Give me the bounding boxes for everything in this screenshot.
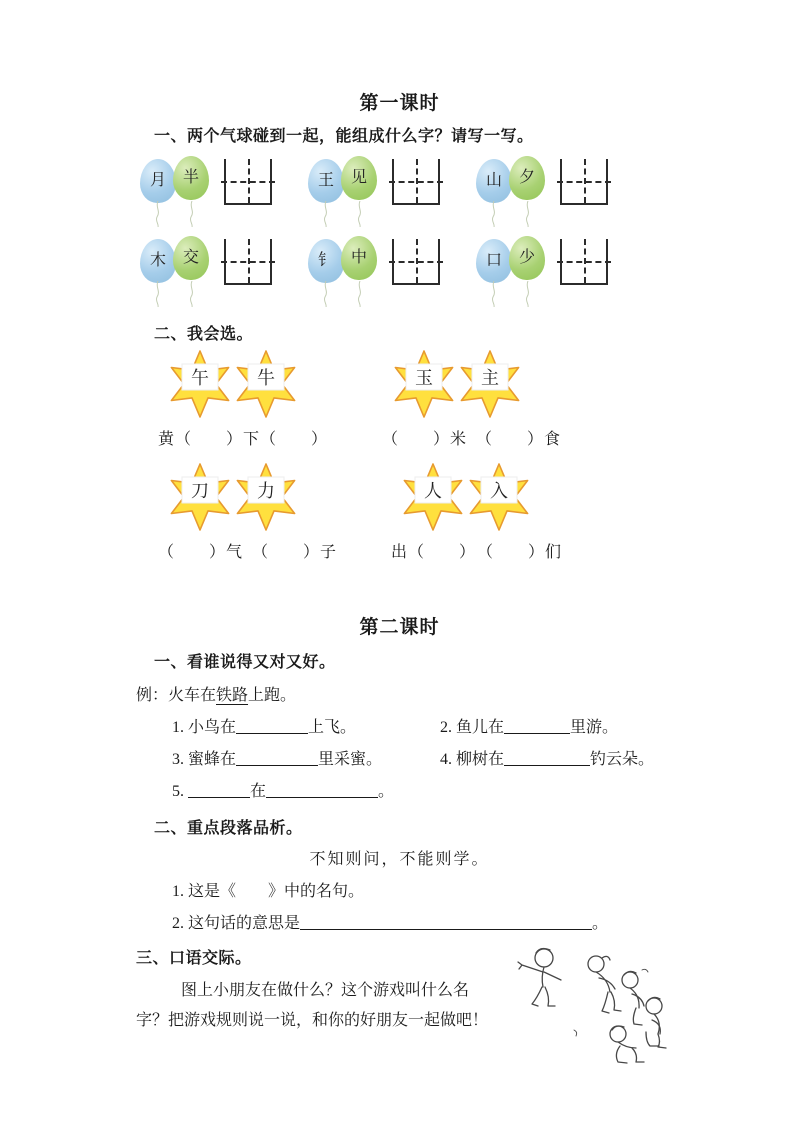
balloon-strings-icon — [140, 201, 212, 227]
star-row-1 — [136, 350, 663, 449]
fill-blank — [188, 783, 250, 798]
balloon-unit — [140, 156, 272, 228]
lesson2-section3 — [136, 948, 663, 1036]
balloon-char: 中 — [350, 248, 367, 266]
fill-row-1 — [136, 716, 663, 740]
item-text: 里游。 — [570, 719, 619, 736]
balloon-unit — [140, 236, 272, 308]
balloon-blue — [476, 239, 512, 283]
balloon-pair — [308, 156, 380, 228]
star-group — [158, 463, 337, 562]
fill-blank — [266, 783, 378, 798]
grid-vline — [416, 159, 418, 203]
writing-grid — [560, 159, 608, 205]
item-number: 5. — [172, 783, 184, 800]
item-text: 钓云朵。 — [590, 751, 655, 768]
item-number: 2. — [440, 719, 452, 736]
grid-vline — [248, 239, 250, 283]
star-char: 入 — [490, 481, 509, 501]
writing-grid — [224, 159, 272, 205]
balloon-char: 夕 — [518, 168, 535, 186]
item-text: 。 — [378, 783, 395, 800]
fill-blank — [300, 915, 592, 930]
balloon-pair — [476, 236, 548, 308]
balloon-row-1 — [136, 156, 663, 228]
star-card-icon — [166, 350, 234, 418]
star-group — [158, 350, 328, 449]
star-char: 午 — [191, 368, 209, 388]
balloon-strings-icon — [476, 201, 548, 227]
fill-item-5 — [172, 780, 440, 804]
star-pair — [391, 463, 562, 531]
balloon-char: 少 — [518, 248, 535, 266]
balloon-unit — [308, 236, 440, 308]
balloon-char: 月 — [149, 171, 166, 189]
fill-blank — [236, 751, 318, 766]
star-card-icon — [232, 463, 300, 531]
balloon-char: 交 — [182, 248, 199, 266]
star-char: 牛 — [257, 368, 275, 388]
star-char: 刀 — [191, 481, 209, 501]
grid-vline — [416, 239, 418, 283]
item-text: 2. 这句话的意思是 — [172, 915, 301, 932]
item-text: 蜜蜂在 — [188, 751, 237, 768]
item-text: 里采蜜。 — [318, 751, 383, 768]
grid-vline — [248, 159, 250, 203]
choice-answer-line: 黄（ ）下（ ） — [158, 431, 329, 448]
famous-quote: 不知则问，不能则学。 — [309, 851, 490, 868]
writing-grid — [392, 239, 440, 285]
star-card-icon — [456, 350, 524, 418]
balloon-char: 木 — [149, 251, 166, 269]
item-text: 柳树在 — [456, 751, 505, 768]
balloon-pair — [140, 156, 212, 228]
example-sentence — [136, 684, 663, 708]
quote-question-1: 1. 这是《 》中的名句。 — [172, 883, 365, 900]
fill-row-3 — [136, 780, 663, 804]
lesson1-section1-heading: 一、两个气球碰到一起，能组成什么字？请写一写。 — [154, 128, 534, 145]
balloon-char: 见 — [350, 168, 367, 186]
lesson1-section2-heading: 二、我会选。 — [154, 326, 254, 343]
writing-grid — [392, 159, 440, 205]
star-card-icon — [232, 350, 300, 418]
example-pre: 例：火车在 — [136, 687, 217, 704]
star-card-icon — [465, 463, 533, 531]
balloon-green — [509, 236, 545, 280]
balloon-blue — [308, 239, 344, 283]
star-group — [382, 350, 561, 449]
lesson1-title: 第一课时 — [359, 93, 440, 114]
star-char: 人 — [424, 481, 443, 501]
star-char: 主 — [481, 368, 500, 388]
item-text: 鱼儿在 — [456, 719, 505, 736]
balloon-green — [509, 156, 545, 200]
lesson2-section2-heading: 二、重点段落品析。 — [154, 820, 303, 837]
lesson2-section1-heading: 一、看谁说得又对又好。 — [154, 654, 336, 671]
star-pair — [158, 463, 337, 531]
balloon-strings-icon — [476, 281, 548, 307]
fill-item-1 — [172, 716, 440, 740]
star-char: 力 — [257, 481, 275, 501]
balloon-blue — [308, 159, 344, 203]
fill-item-2 — [440, 716, 663, 740]
fill-row-2 — [136, 748, 663, 772]
balloon-char: 半 — [182, 168, 199, 186]
star-pair — [158, 350, 328, 418]
example-post: 上跑。 — [248, 687, 297, 704]
balloon-green — [173, 156, 209, 200]
balloon-blue — [476, 159, 512, 203]
grid-vline — [584, 239, 586, 283]
grid-vline — [584, 159, 586, 203]
fill-item-4 — [440, 748, 663, 772]
star-card-icon — [390, 350, 458, 418]
oral-line-2: 字？把游戏规则说一说，和你的好朋友一起做吧！ — [136, 1012, 489, 1029]
item-text: 小鸟在 — [188, 719, 237, 736]
quote-question-2 — [172, 912, 663, 936]
item-number: 3. — [172, 751, 184, 768]
fill-item-3 — [172, 748, 440, 772]
item-text: 上飞。 — [308, 719, 357, 736]
star-card-icon — [166, 463, 234, 531]
balloon-strings-icon — [308, 281, 380, 307]
oral-line-1: 图上小朋友在做什么？这个游戏叫什么名 — [181, 982, 470, 999]
balloon-char: 口 — [485, 251, 502, 269]
star-group — [391, 463, 562, 562]
example-underlined-word: 铁路 — [216, 687, 249, 704]
balloon-unit — [308, 156, 440, 228]
balloon-unit — [476, 236, 608, 308]
balloon-pair — [476, 156, 548, 228]
balloon-unit — [476, 156, 608, 228]
balloon-strings-icon — [140, 281, 212, 307]
star-pair — [382, 350, 561, 418]
balloon-green — [173, 236, 209, 280]
item-text: 在 — [250, 783, 267, 800]
star-char: 玉 — [415, 368, 434, 388]
choice-answer-line: 出（ ） （ ）们 — [391, 544, 563, 561]
lesson2-section3-heading: 三、口语交际。 — [136, 950, 252, 967]
item-text: 。 — [592, 915, 609, 932]
fill-blank — [236, 719, 308, 734]
writing-grid — [560, 239, 608, 285]
balloon-pair — [140, 236, 212, 308]
fill-blank — [504, 719, 570, 734]
writing-grid — [224, 239, 272, 285]
balloon-blue — [140, 239, 176, 283]
balloon-char: 山 — [485, 171, 502, 189]
balloon-strings-icon — [308, 201, 380, 227]
fill-blank — [504, 751, 590, 766]
children-playing-game-illustration — [514, 934, 682, 1084]
balloon-blue — [140, 159, 176, 203]
balloon-row-2 — [136, 236, 663, 308]
balloon-pair — [308, 236, 380, 308]
balloon-char: 王 — [317, 171, 334, 189]
lesson2-title: 第二课时 — [359, 617, 440, 638]
item-number: 1. — [172, 719, 184, 736]
balloon-char: 钅 — [317, 251, 334, 269]
balloon-green — [341, 156, 377, 200]
balloon-green — [341, 236, 377, 280]
star-row-2 — [136, 463, 663, 562]
choice-answer-line: （ ）米 （ ）食 — [382, 431, 562, 448]
star-card-icon — [399, 463, 467, 531]
item-number: 4. — [440, 751, 452, 768]
choice-answer-line: （ ）气 （ ）子 — [158, 544, 338, 561]
